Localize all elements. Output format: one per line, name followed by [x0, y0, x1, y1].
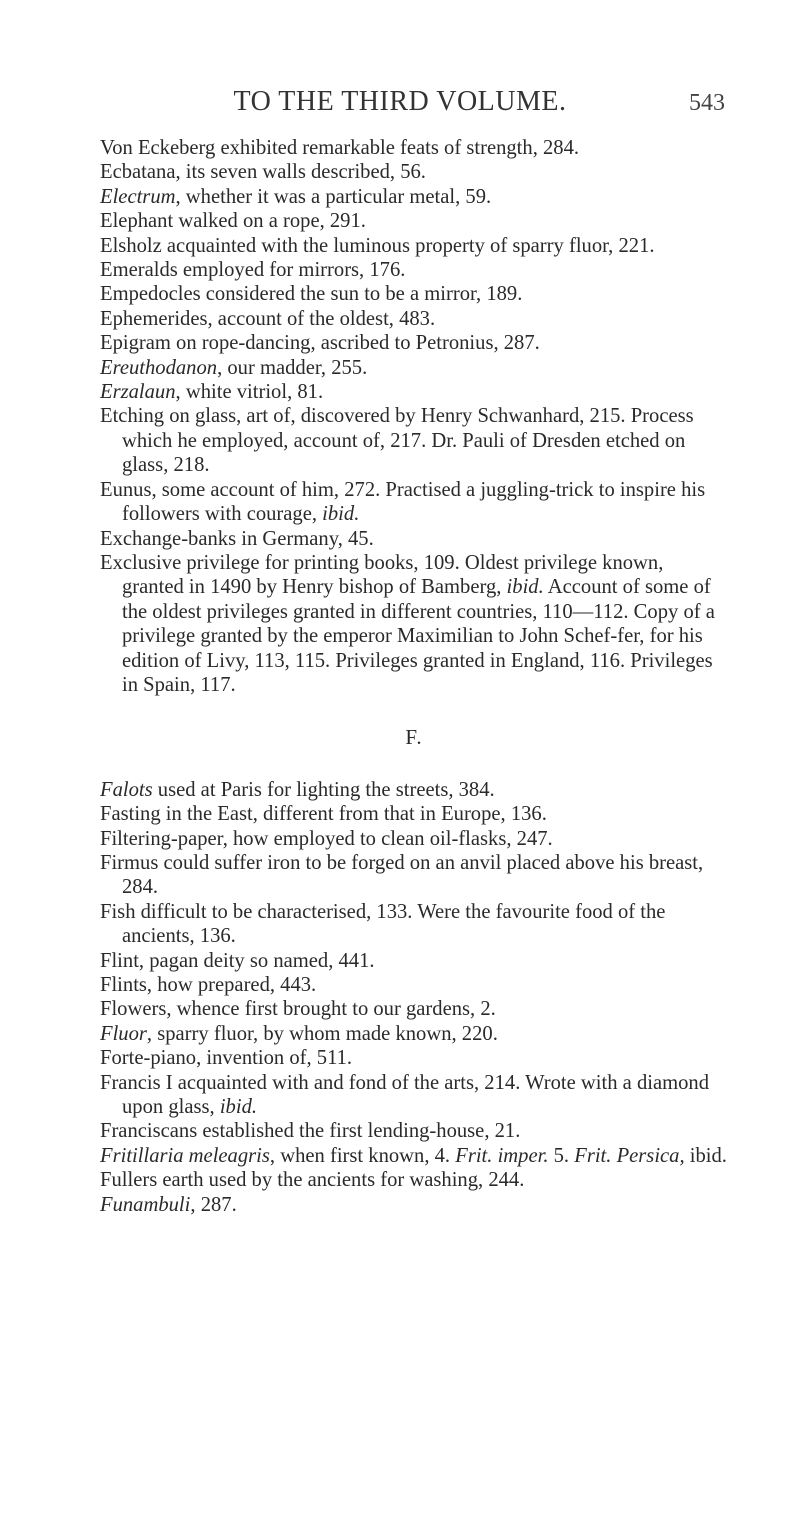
index-entry [100, 404, 728, 477]
index-entry-text: , white vitriol, 81. [175, 381, 324, 404]
running-header [0, 86, 800, 126]
index-section-f [100, 778, 728, 1217]
index-entry [100, 331, 728, 355]
index-entry [100, 851, 728, 900]
index-entry-text: , when first known, 4. [269, 1144, 456, 1167]
index-entry-italic-text: Frit. Persica, [574, 1144, 685, 1167]
index-entry [100, 160, 728, 184]
page-number: 543 [689, 90, 725, 116]
index-entry [100, 551, 728, 697]
index-entry-text: Emeralds employed for mirrors, 176. [100, 259, 406, 282]
index-entry-text: Filtering-paper, how employed to clean oil-flasks, 247. [100, 827, 553, 850]
index-entry-text: Epigram on rope-dancing, ascribed to Petronius, 287. [100, 332, 540, 355]
index-entry [100, 136, 728, 160]
index-entry [100, 282, 728, 306]
index-entry-text: Exchange-banks in Germany, 45. [100, 527, 374, 550]
index-entry [100, 185, 728, 209]
index-entry-text: Francis I acquainted with and fond of the arts, 214. Wrote with a diamond upon glass, [100, 1071, 710, 1119]
index-entry-italic-text: Electrum [100, 185, 176, 208]
index-entry-text: , sparry fluor, by whom made known, 220. [146, 1022, 498, 1045]
index-entry-text: Ephemerides, account of the oldest, 483. [100, 307, 436, 330]
index-entry [100, 356, 728, 380]
index-entry-text: Fish difficult to be characterised, 133. Were the favourite food of the ancients, 136. [100, 900, 666, 948]
index-entry-text: Empedocles considered the sun to be a mirror, 189. [100, 283, 523, 306]
index-entry-text: Fasting in the East, different from that in Europe, 136. [100, 803, 547, 826]
index-entry-italic-text: ibid. [322, 503, 360, 526]
index-entry-italic-text: ibid. [219, 1096, 258, 1119]
index-entry-text: Firmus could suffer iron to be forged on an anvil placed above his breast, 284. [100, 851, 704, 899]
index-entry [100, 949, 728, 973]
index-entry-text: Von Eckeberg exhibited remarkable feats of strength, 284. [100, 137, 580, 159]
index-entry [100, 258, 728, 282]
index-entry [100, 234, 728, 258]
index-entry-italic-text: Ereuthodanon [100, 356, 218, 379]
running-title: TO THE THIRD VOLUME. [233, 86, 567, 117]
index-entry-text: Elsholz acquainted with the luminous property of sparry fluor, 221. [100, 234, 655, 257]
index-entry-italic-text: Frit. imper. [455, 1144, 549, 1167]
index-entry-italic-text: Fritillaria meleagris [100, 1144, 270, 1167]
index-entry [100, 900, 728, 949]
index-entry [100, 209, 728, 233]
index-entry-text: used at Paris for lighting the streets, 384. [152, 778, 495, 801]
index-entry-italic-text: Erzalaun [100, 381, 176, 404]
index-entry [100, 307, 728, 331]
index-entry [100, 527, 728, 551]
index-entry [100, 973, 728, 997]
index-entry [100, 802, 728, 826]
index-entry-text: Eunus, some account of him, 272. Practised a juggling-trick to inspire his followers with courage, [100, 478, 706, 526]
index-entry-text: Exclusive privilege for printing books, 109. Oldest privilege known, granted in 1490 by Henry bishop of Bamberg, [100, 551, 664, 599]
index-entry-text: Elephant walked on a rope, 291. [100, 210, 366, 233]
index-entry-text: , 287. [190, 1193, 237, 1216]
index-section-e [100, 136, 728, 697]
index-entry-text: , our madder, 255. [217, 356, 368, 379]
index-entry-text: Flints, how prepared, 443. [100, 974, 317, 996]
index-entry-text: Ecbatana, its seven walls described, 56. [100, 161, 426, 184]
index-entry [100, 1119, 728, 1143]
index-entry-text: Etching on glass, art of, discovered by Henry Schwanhard, 215. Process which he employed, account of, 217. Dr. Pauli of Dresden etched on glass, 218. [100, 405, 694, 477]
index-entry [100, 380, 728, 404]
index-entry-italic-text: Fluor [100, 1022, 147, 1045]
index-entry-italic-text: Funambuli [100, 1193, 191, 1216]
index-entry [100, 1168, 728, 1192]
index-entry-text: Forte-piano, invention of, 511. [100, 1047, 353, 1070]
index-entry-text: Flint, pagan deity so named, 441. [100, 949, 375, 972]
index-entry-text: 5. [548, 1144, 575, 1167]
index-entry-italic-text: Falots [100, 778, 153, 801]
index-entry-italic-text: ibid. [506, 576, 544, 599]
index-entry-text: Flowers, whence first brought to our gardens, 2. [100, 998, 496, 1021]
index-entry [100, 1022, 728, 1046]
index-entry-text: , whether it was a particular metal, 59. [175, 185, 492, 208]
index-entry [100, 997, 728, 1021]
index-entry [100, 1071, 728, 1120]
index-entry-text: Franciscans established the first lending-house, 21. [100, 1120, 521, 1143]
index-entry-text: Fullers earth used by the ancients for washing, 244. [100, 1169, 525, 1192]
index-entry [100, 1193, 728, 1217]
index-entry [100, 478, 728, 527]
index-entries [100, 136, 728, 1217]
index-entry [100, 827, 728, 851]
index-entry-text: Account of some of the oldest privileges granted in different countries, 110—112. Copy of a privilege granted by the emperor Maximilian to John Schef-fer, for his edition of Livy, 113, 115. Privileges granted in England, 116. Privileges in Spain, 117. [122, 576, 715, 696]
section-letter-f: F. [405, 725, 423, 750]
index-entry-text: ibid. [684, 1144, 727, 1167]
index-entry [100, 1144, 728, 1168]
index-entry [100, 778, 728, 802]
index-entry [100, 1046, 728, 1070]
